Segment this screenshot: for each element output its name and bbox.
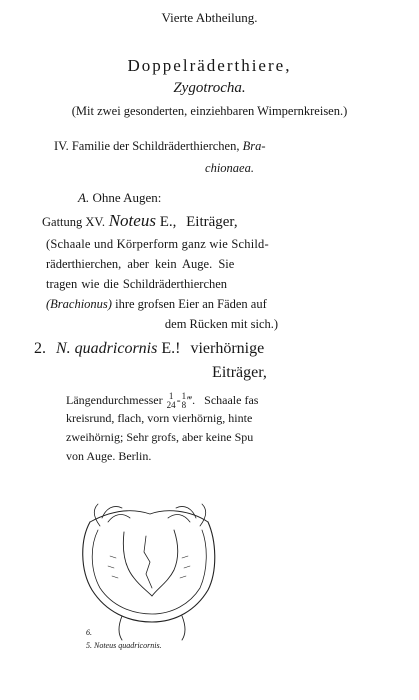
fraction-denominator: 8 (181, 400, 187, 410)
section-title: Vierte Abtheilung. (161, 10, 258, 25)
genus-desc-line-2: räderthierchen, aber kein Auge. Sie (46, 257, 235, 271)
species-heading (34, 340, 264, 358)
fraction-numerator: 1 (168, 391, 174, 401)
rotifer-illustration (62, 496, 232, 646)
species-number: 2. (34, 340, 46, 357)
range-dash: - (176, 392, 181, 407)
family-heading (54, 139, 266, 154)
genus-desc-line-4 (46, 297, 267, 312)
species-desc-line-3: von Auge. Berlin. (66, 449, 152, 463)
figure-number: 6. (86, 628, 92, 637)
species-author: E.! (161, 340, 181, 357)
species-desc-line-2: zweihörnig; Sehr grofs, aber keine Spu (66, 430, 254, 444)
genus-desc-line-4-text: ihre grofsen Eier an Fäden auf (115, 297, 267, 311)
family-latin-part2: chionaea. (205, 161, 254, 175)
length-rest: Schaale fas (204, 392, 259, 407)
group-latin-name: Zygotrocha. (173, 80, 246, 96)
genus-label: Gattung XV. (42, 215, 105, 229)
species-common-2: Eiträger, (212, 364, 267, 381)
species-length-line (66, 392, 258, 410)
genus-heading (42, 211, 238, 231)
length-unit: ‴. (187, 392, 196, 407)
species-name: N. quadricornis (56, 340, 158, 357)
genus-related-latin: (Brachionus) (46, 297, 112, 311)
group-title: Doppelräderthiere, (127, 56, 292, 75)
genus-desc-line-3: tragen wie die Schildräderthierchen (46, 277, 228, 291)
genus-author: E., (159, 214, 177, 230)
genus-desc-line-1: (Schaale und Körperform ganz wie Schild- (46, 237, 269, 251)
genus-common-name: Eiträger, (186, 214, 238, 230)
figure-caption: 5. Noteus quadricornis. (86, 641, 162, 650)
genus-desc-line-5: dem Rücken mit sich.) (164, 317, 279, 331)
subsection-letter: A. (78, 190, 90, 205)
length-fraction-min (167, 392, 176, 410)
family-latin-part1: Bra- (242, 139, 266, 153)
family-label: IV. Familie der Schildräderthierchen, (54, 139, 240, 153)
group-description: (Mit zwei gesonderten, einziehbaren Wimpernkreisen.) (71, 104, 348, 118)
species-desc-line-1: kreisrund, flach, vorn vierhörnig, hinte (66, 411, 253, 425)
length-fraction-max (182, 392, 187, 410)
genus-name: Noteus (108, 211, 156, 230)
species-common-1: vierhörnige (190, 340, 265, 357)
subsection-heading (78, 190, 161, 206)
subsection-text: Ohne Augen: (92, 190, 162, 205)
fraction-denominator: 24 (166, 400, 176, 410)
length-label: Längendurchmesser (66, 392, 163, 407)
fraction-numerator: 1 (181, 391, 187, 401)
